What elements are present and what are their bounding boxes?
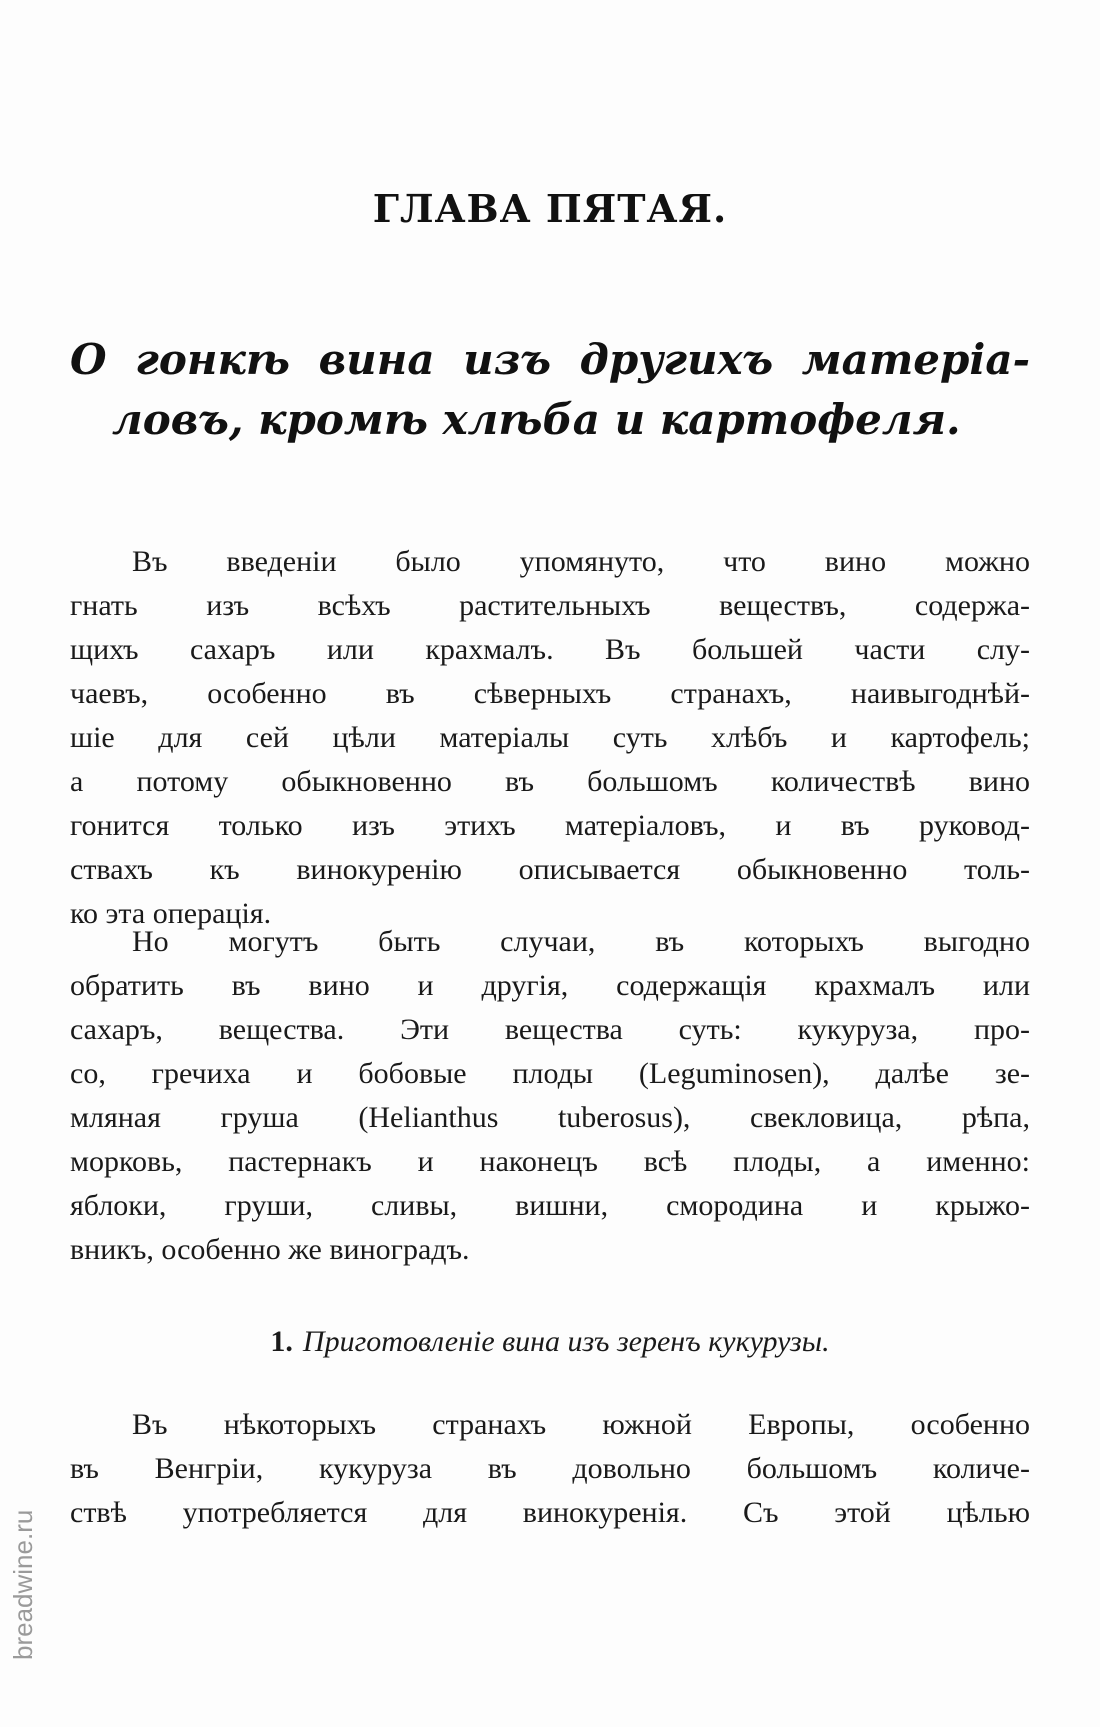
text-line: ко эта операція. <box>70 897 272 930</box>
text-line: гонится только изъ этихъ матеріаловъ, и въ руковод- <box>70 809 1030 842</box>
text-line: вникъ, особенно же виноградъ. <box>70 1233 470 1266</box>
chapter-title <box>70 330 1030 450</box>
chapter-title-line: О гонкѣ вина изъ другихъ матеріа- <box>70 335 1030 384</box>
text-line: Въ нѣкоторыхъ странахъ южной Европы, особенно <box>132 1408 1030 1441</box>
text-line: обратить въ вино и другія, содержащія крахмалъ или <box>70 969 1030 1002</box>
paragraph-3 <box>70 1403 1030 1535</box>
section-number: 1. <box>270 1325 293 1358</box>
section-title: Приготовленіе вина изъ зеренъ кукурузы. <box>302 1325 830 1358</box>
text-line: ствѣ употребляется для винокуренія. Съ этой цѣлью <box>70 1496 1030 1529</box>
chapter-title-line: ловъ, кромѣ хлѣба и картофеля. <box>112 395 961 444</box>
chapter-heading: ГЛАВА ПЯТАЯ. <box>372 186 728 231</box>
text-line: щихъ сахаръ или крахмалъ. Въ большей части слу- <box>70 633 1030 666</box>
text-line: Въ введеніи было упомянуто, что вино можно <box>132 545 1030 578</box>
text-line: со, гречиха и бобовые плоды (Leguminosen), далѣе зе- <box>70 1057 1030 1090</box>
section-heading <box>0 1325 1100 1359</box>
text-line: яблоки, груши, сливы, вишни, смородина и крыжо- <box>70 1189 1030 1222</box>
text-line: шіе для сей цѣли матеріалы суть хлѣбъ и картофель; <box>70 721 1030 754</box>
text-line: сахаръ, вещества. Эти вещества суть: кукуруза, про- <box>70 1013 1030 1046</box>
paragraph-2 <box>70 920 1030 1272</box>
text-line: гнать изъ всѣхъ растительныхъ веществъ, содержа- <box>70 589 1030 622</box>
text-line: а потому обыкновенно въ большомъ количествѣ вино <box>70 765 1030 798</box>
text-line: въ Венгріи, кукуруза въ довольно большомъ количе- <box>70 1452 1030 1485</box>
text-line: Но могутъ быть случаи, въ которыхъ выгодно <box>132 925 1030 958</box>
text-line: чаевъ, особенно въ сѣверныхъ странахъ, наивыгоднѣй- <box>70 677 1030 710</box>
text-line: морковь, пастернакъ и наконецъ всѣ плоды, а именно: <box>70 1145 1030 1178</box>
paragraph-1 <box>70 540 1030 936</box>
text-line: мляная груша (Helianthus tuberosus), свекловица, рѣпа, <box>70 1101 1030 1134</box>
text-line: ствахъ къ винокуренію описывается обыкновенно толь- <box>70 853 1030 886</box>
watermark: breadwine.ru <box>8 1509 38 1660</box>
